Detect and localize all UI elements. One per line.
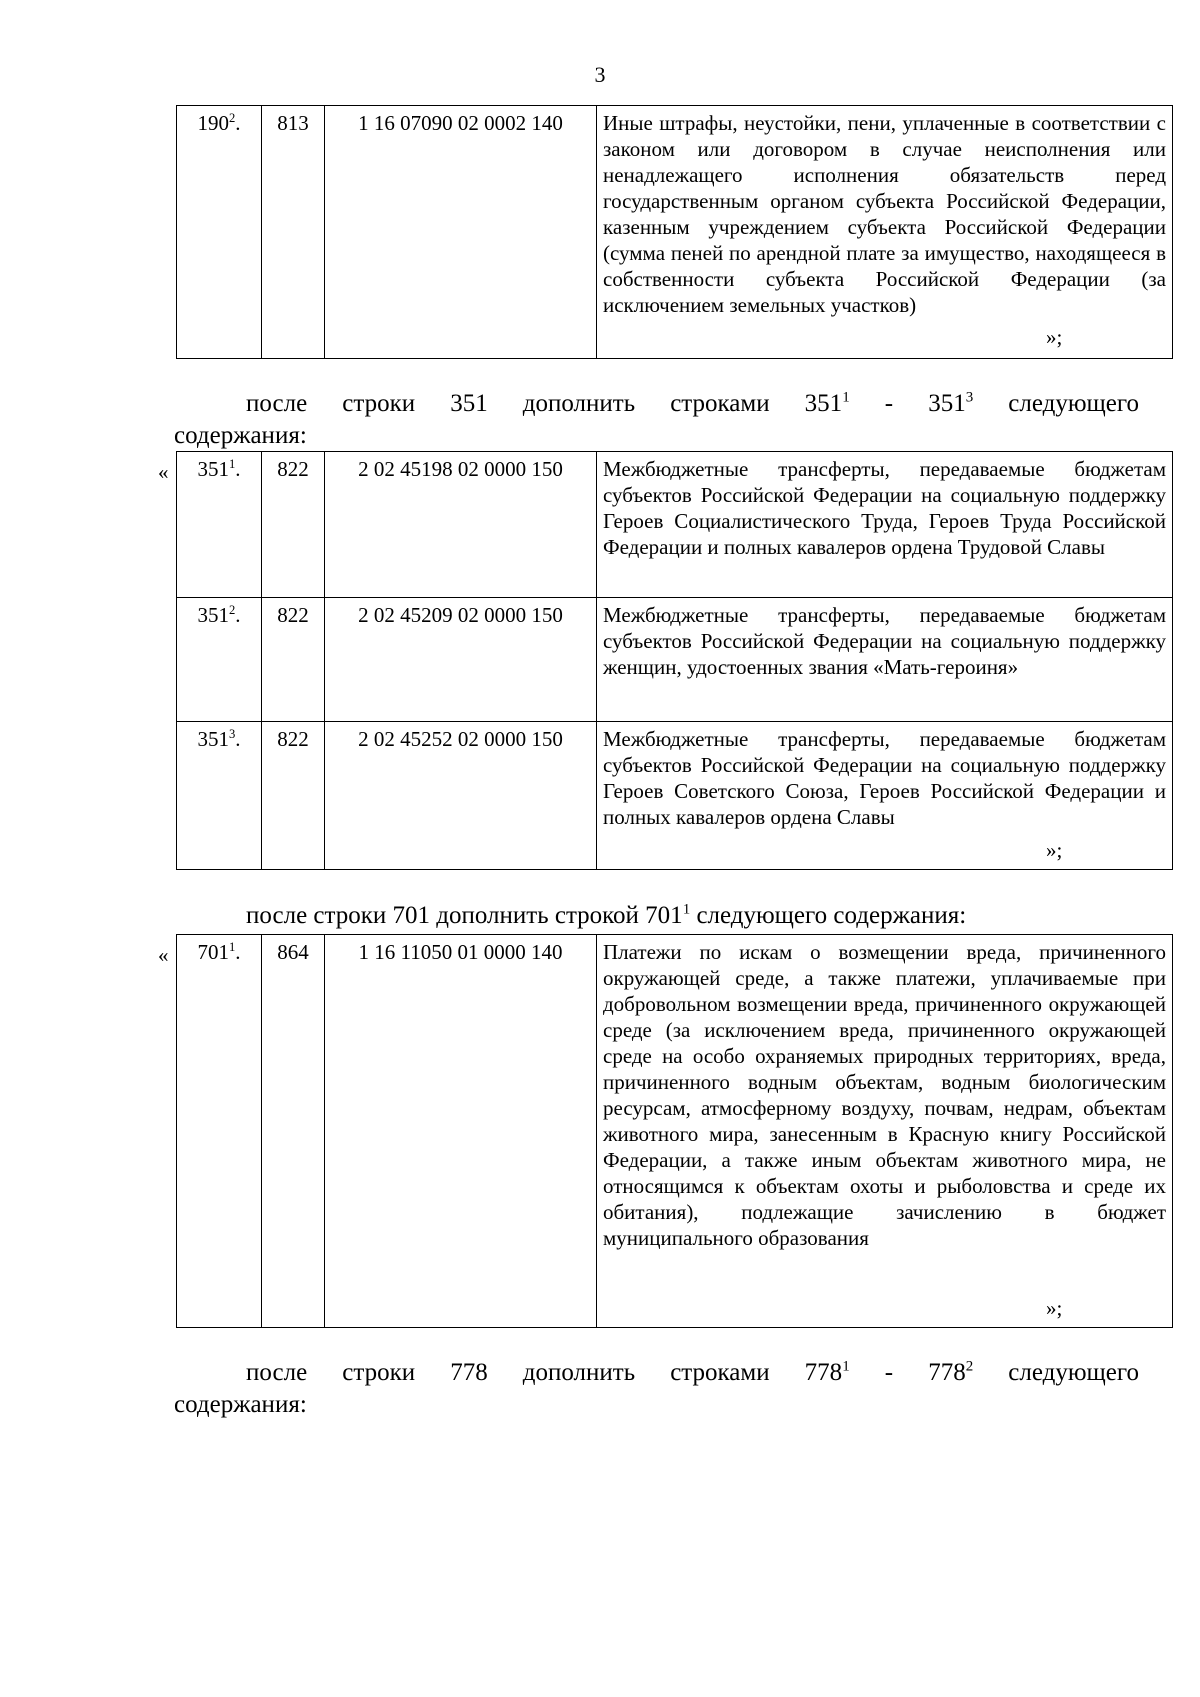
closing-quote: »; — [1046, 1296, 1063, 1320]
budget-code: 2 02 45209 02 0000 150 — [325, 598, 597, 722]
admin-code: 822 — [262, 722, 325, 870]
admin-code: 864 — [262, 935, 325, 1328]
budget-code: 1 16 11050 01 0000 140 — [325, 935, 597, 1328]
row-number: $351^1$. — [177, 452, 262, 598]
table-row — [177, 106, 1173, 359]
admin-code: 813 — [262, 106, 325, 359]
opening-quote: « — [158, 943, 169, 967]
table-row — [177, 452, 1173, 598]
paragraph-after-351: после строки 351 дополнить строками $351^1 - 351^3$ следующего — [246, 389, 1140, 417]
amendment-table-190 — [176, 105, 1173, 359]
row-description: Межбюджетные трансферты, передаваемые бюджетам субъектов Российской Федерации на социальную поддержку Героев Социалистического Труда, Героев Труда Российской Федерации и полных кавалеров ордена Трудовой Славы — [597, 452, 1173, 598]
closing-quote: »; — [1046, 325, 1063, 349]
budget-code: 2 02 45252 02 0000 150 — [325, 722, 597, 870]
row-description: Межбюджетные трансферты, передаваемые бюджетам субъектов Российской Федерации на социальную поддержку женщин, удостоенных звания «Мать-героиня» — [597, 598, 1173, 722]
opening-quote: « — [158, 460, 169, 484]
row-number: $351^3$. — [177, 722, 262, 870]
table-row — [177, 598, 1173, 722]
table-row — [177, 935, 1173, 1328]
page-number: 3 — [594, 62, 606, 87]
closing-quote: »; — [1046, 838, 1063, 862]
row-number: $701^1$. — [177, 935, 262, 1328]
row-number: $190^2$. — [177, 106, 262, 359]
amendment-table-701 — [176, 934, 1173, 1328]
admin-code: 822 — [262, 598, 325, 722]
row-description: Иные штрафы, неустойки, пени, уплаченные в соответствии с законом или договором в случае неисполнения или ненадлежащего исполнения обязательств перед государственным органом субъекта Российской Федерации, казенным учреждением субъекта Российской Федерации (сумма пеней по арендной плате за имущество, находящееся в собственности субъекта Российской Федерации (за исключением земельных участков) — [597, 106, 1173, 359]
table-row — [177, 722, 1173, 870]
row-number: $351^2$. — [177, 598, 262, 722]
admin-code: 822 — [262, 452, 325, 598]
paragraph-after-778: после строки 778 дополнить строками $778^1 - 778^2$ следующего — [246, 1358, 1140, 1386]
paragraph-after-701: после строки 701 дополнить строкой $701^1$ следующего содержания: — [246, 901, 967, 929]
row-description: Межбюджетные трансферты, передаваемые бюджетам субъектов Российской Федерации на социальную поддержку Героев Советского Союза, Героев Российской Федерации и полных кавалеров ордена Славы — [597, 722, 1173, 870]
budget-code: 1 16 07090 02 0002 140 — [325, 106, 597, 359]
amendment-table-351 — [176, 451, 1173, 870]
paragraph-after-351-line2: содержания: — [174, 422, 307, 449]
paragraph-after-778-line2: содержания: — [174, 1391, 307, 1418]
budget-code: 2 02 45198 02 0000 150 — [325, 452, 597, 598]
row-description: Платежи по искам о возмещении вреда, причиненного окружающей среде, а также платежи, уплачиваемые при добровольном возмещении вреда, причиненного окружающей среде (за исключением вреда, причиненного окружающей среде на особо охраняемых природных территориях, вреда, причиненного водным объектам, водным биологическим ресурсам, атмосферному воздуху, почвам, недрам, объектам животного мира, занесенным в Красную книгу Российской Федерации, а также иным объектам животного мира, не относящимся к объектам охоты и рыболовства и среде их обитания), подлежащие зачислению в бюджет муниципального образования — [597, 935, 1173, 1328]
